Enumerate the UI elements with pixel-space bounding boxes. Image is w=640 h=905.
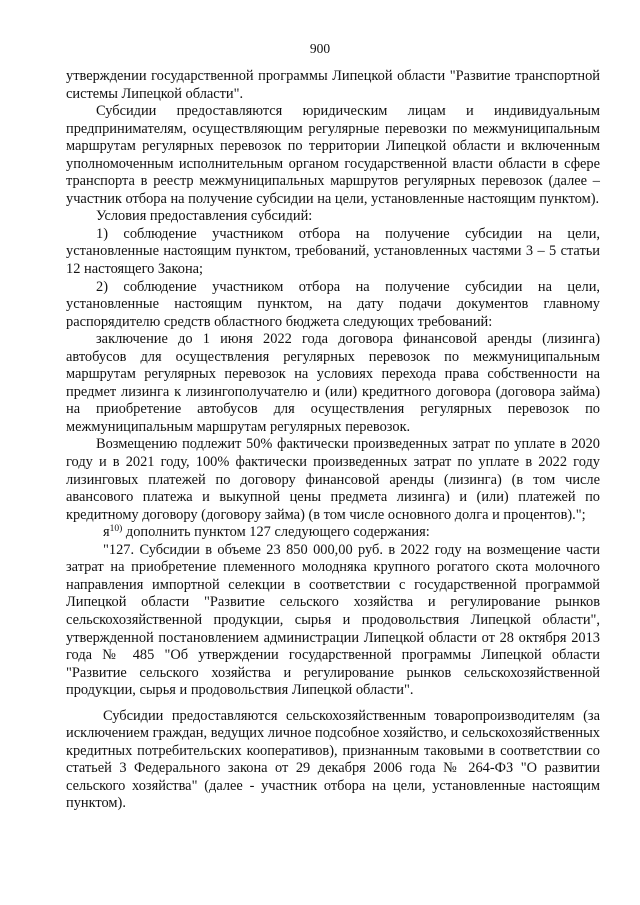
amendment-item-letter: я	[103, 524, 110, 541]
page-number: 900	[309, 41, 331, 56]
paragraph-leasing-contract: заключение до 1 июня 2022 года договора финансовой аренды (лизинга) автобусов для осуществления регулярных перевозок по межмуниципальным маршрутам регулярных перевозок на условиях перехода права собственности на предмет лизинга к лизингополучателю и (или) кредитного договора (договора займа) на приобретение автобусов для осуществления регулярных перевозок по межмуниципальным маршрутам регулярных перевозок.	[66, 331, 600, 435]
amendment-item-text: дополнить пунктом 127 следующего содержания:	[122, 524, 430, 541]
amendment-item-number: 10)	[109, 524, 123, 535]
paragraph-condition-1: 1) соблюдение участником отбора на получение субсидии на цели, установленные настоящим пунктом, требований, установленных частями 3 – 5 статьи 12 настоящего Закона;	[66, 225, 600, 278]
paragraph-agricultural-producers: Субсидии предоставляются сельскохозяйственным товаропроизводителям (за исключением граждан, ведущих личное подсобное хозяйство, и сельскохозяйственных кредитных потребительских кооперативов), признанным таковыми в соответствии со статьей 3 Федерального закона от 29 декабря 2006 года № 264-ФЗ "О развитии сельского хозяйства" (далее - участник отбора на цели, установленные настоящим пунктом).	[66, 707, 600, 812]
paragraph-continuation: утверждении государственной программы Липецкой области "Развитие транспортной системы Липецкой области".	[66, 68, 600, 102]
paragraph-amendment-item	[66, 524, 600, 542]
paragraph-reimbursement: Возмещению подлежит 50% фактически произведенных затрат по уплате в 2020 году и в 2021 году, 100% фактически произведенных затрат по уплате в 2022 году лизинговых платежей по договору финансовой аренды (лизинга) (в том числе авансового платежа и выкупной цены предмета лизинга) и (или) платежей по кредитному договору (договору займа) (в том числе основного долга и процентов).";	[66, 436, 600, 523]
paragraph-condition-2: 2) соблюдение участником отбора на получение субсидии на цели, установленные настоящим пунктом, на дату подачи документов главному распорядителю средств областного бюджета следующих требований:	[66, 278, 600, 330]
paragraph-conditions-heading: Условия предоставления субсидий:	[96, 208, 313, 225]
paragraph-subsidy-recipients: Субсидии предоставляются юридическим лицам и индивидуальным предпринимателям, осуществляющим регулярные перевозки по межмуниципальным маршрутам регулярных перевозок по территории Липецкой области и включенным уполномоченным исполнительным органом государственной власти области в сфере транспорта в реестр межмуниципальных маршрутов регулярных перевозок (далее – участник отбора на получение субсидии на цели, установленные настоящим пунктом).	[66, 103, 600, 207]
document-body	[66, 68, 600, 813]
paragraph-item-127: "127. Субсидии в объеме 23 850 000,00 руб. в 2022 году на возмещение части затрат на приобретение племенного молодняка крупного рогатого скота молочного направления импортной селекции в соответствии с государственной программой Липецкой области "Развитие сельского хозяйства и регулирование рынков сельскохозяйственной продукции, сырья и продовольствия Липецкой области", утвержденной постановлением администрации Липецкой области от 28 октября 2013 года № 485 "Об утверждении государственной программы Липецкой области "Развитие сельского хозяйства и регулирование рынков сельскохозяйственной продукции, сырья и продовольствия Липецкой области".	[66, 541, 600, 699]
